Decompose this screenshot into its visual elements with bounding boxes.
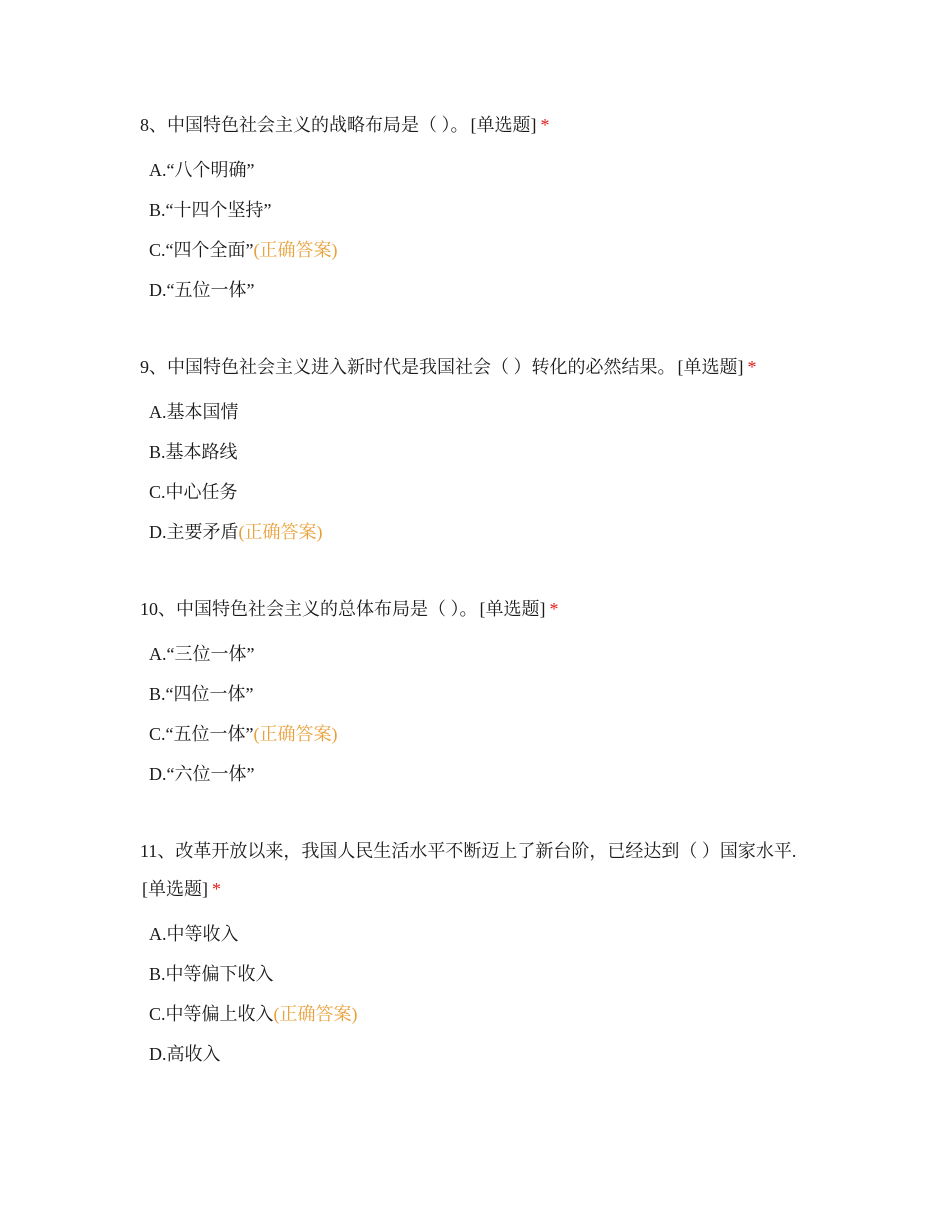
- option-d: [149, 512, 810, 552]
- correct-answer-label: (正确答案): [253, 724, 338, 744]
- option-text: A.基本国情: [149, 402, 239, 422]
- option-text: B.“十四个坚持”: [149, 200, 272, 220]
- option-a: [149, 634, 810, 674]
- question-text: 9、中国特色社会主义进入新时代是我国社会（ ）转化的必然结果。: [140, 357, 676, 377]
- option-b: [149, 674, 810, 714]
- option-text: C.中心任务: [149, 482, 238, 502]
- question-11: [140, 832, 805, 1074]
- option-c: [149, 994, 805, 1034]
- option-a: [149, 914, 805, 954]
- option-b: [149, 432, 810, 472]
- option-d: [149, 1034, 805, 1074]
- question-text: 8、中国特色社会主义的战略布局是（ ）。: [140, 115, 469, 135]
- question-type-label: [单选题]: [470, 115, 537, 135]
- option-c: [149, 472, 810, 512]
- option-d: [149, 754, 810, 794]
- option-b: [149, 954, 805, 994]
- question-9: [140, 348, 810, 552]
- option-list: [149, 634, 810, 794]
- required-mark: *: [212, 879, 221, 899]
- option-c: [149, 230, 810, 270]
- question-title: [140, 106, 810, 144]
- option-text: C.中等偏上收入: [149, 1004, 274, 1024]
- option-text: B.基本路线: [149, 442, 238, 462]
- required-mark: *: [549, 599, 559, 619]
- required-mark: *: [747, 357, 757, 377]
- option-list: [149, 150, 810, 310]
- option-b: [149, 190, 810, 230]
- option-text: D.“六位一体”: [149, 764, 255, 784]
- correct-answer-label: (正确答案): [253, 240, 338, 260]
- option-text: A.“八个明确”: [149, 160, 255, 180]
- correct-answer-label: (正确答案): [238, 522, 323, 542]
- option-text: D.主要矛盾: [149, 522, 239, 542]
- correct-answer-label: (正确答案): [273, 1004, 358, 1024]
- option-text: B.“四位一体”: [149, 684, 254, 704]
- question-8: [140, 106, 810, 310]
- option-text: A.“三位一体”: [149, 644, 255, 664]
- option-text: C.“四个全面”: [149, 240, 254, 260]
- option-c: [149, 714, 810, 754]
- option-text: D.“五位一体”: [149, 280, 255, 300]
- required-mark: *: [540, 115, 550, 135]
- question-title: [140, 348, 810, 386]
- question-title: [140, 590, 810, 628]
- question-type-label: [单选题]: [677, 357, 744, 377]
- option-list: [149, 914, 805, 1074]
- option-list: [149, 392, 810, 552]
- option-a: [149, 150, 810, 190]
- option-text: C.“五位一体”: [149, 724, 254, 744]
- option-text: A.中等收入: [149, 924, 239, 944]
- question-type-label: [单选题]: [479, 599, 546, 619]
- question-10: [140, 590, 810, 794]
- question-text: 10、中国特色社会主义的总体布局是（ ）。: [140, 599, 478, 619]
- question-text: 11、改革开放以来，我国人民生活水平不断迈上了新台阶，已经达到（ ）国家水平.: [140, 841, 797, 861]
- option-a: [149, 392, 810, 432]
- option-text: B.中等偏下收入: [149, 964, 274, 984]
- question-type-label: [单选题]: [142, 879, 208, 899]
- option-d: [149, 270, 810, 310]
- question-title: [140, 832, 805, 908]
- option-text: D.高收入: [149, 1044, 221, 1064]
